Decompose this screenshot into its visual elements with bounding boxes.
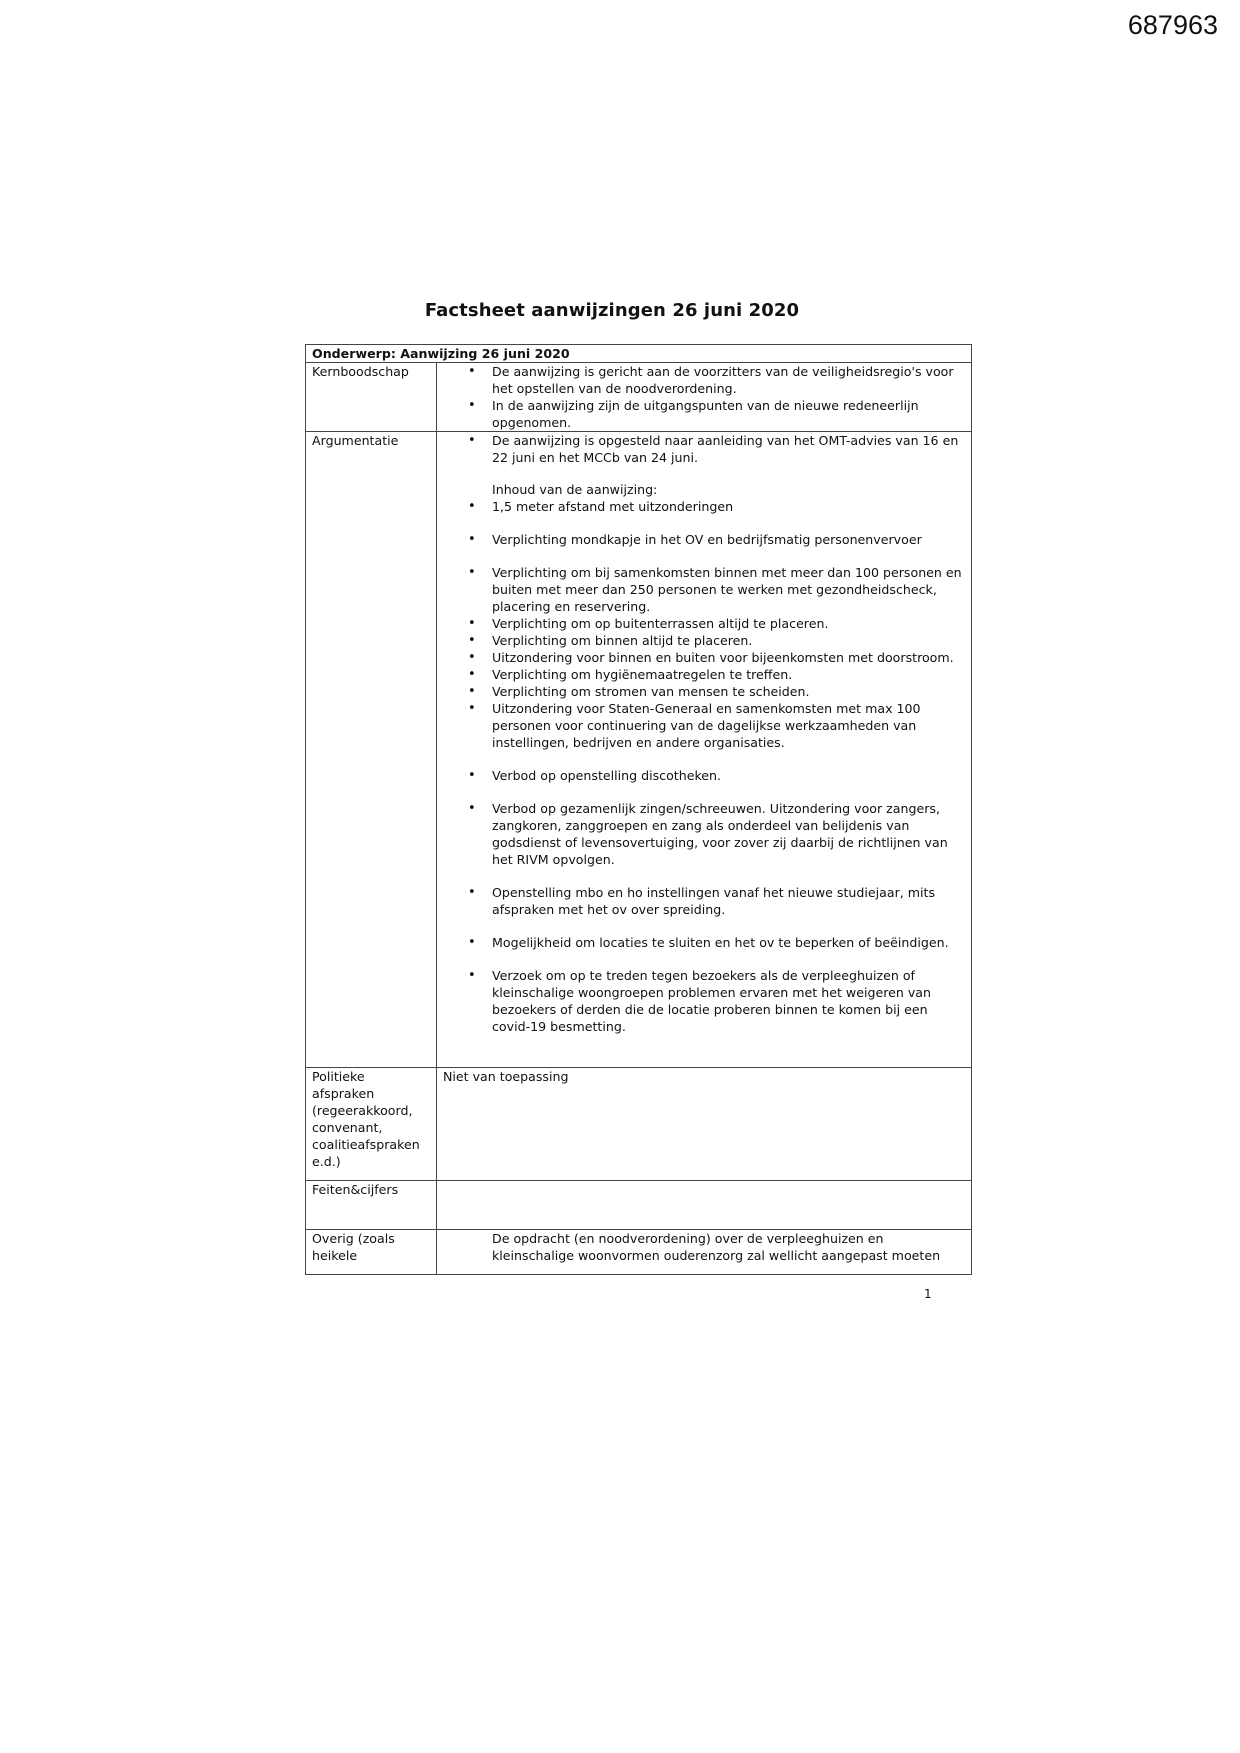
label-feiten-cijfers: Feiten&cijfers — [306, 1181, 437, 1230]
list-item: • Verplichting om op buitenterrassen altijd te placeren. — [492, 615, 965, 632]
arg-intro-list — [443, 432, 965, 466]
row-overig — [306, 1230, 972, 1275]
list-item: • Verzoek om op te treden tegen bezoekers als de verpleeghuizen of kleinschalige woongroepen problemen ervaren met het weigeren van bezoekers of derden die de locatie proberen binnen te komen bij een covid-19 besmetting. — [492, 967, 965, 1035]
content-argumentatie — [437, 432, 972, 1068]
table-header-row — [306, 345, 972, 363]
label-politieke-afspraken: Politieke afspraken (regeerakkoord, convenant, coalitieafspraken e.d.) — [306, 1068, 437, 1181]
content-kernboodschap — [437, 363, 972, 432]
list-item: • In de aanwijzing zijn de uitgangspunten van de nieuwe redeneerlijn opgenomen. — [492, 397, 965, 431]
list-item: • Verplichting om binnen altijd te placeren. — [492, 632, 965, 649]
list-item: • Verplichting mondkapje in het OV en bedrijfsmatig personenvervoer — [492, 531, 965, 548]
label-overig: Overig (zoals heikele — [306, 1230, 437, 1275]
list-item: • Uitzondering voor binnen en buiten voor bijeenkomsten met doorstroom. — [492, 649, 965, 666]
list-item: • De aanwijzing is opgesteld naar aanleiding van het OMT-advies van 16 en 22 juni en het MCCb van 24 juni. — [492, 432, 965, 466]
list-item: • Verbod op gezamenlijk zingen/schreeuwen. Uitzondering voor zangers, zangkoren, zanggroepen en zang als onderdeel van belijdenis van godsdienst of levensovertuiging, voor zover zij daarbij de richtlijnen van het RIVM opvolgen. — [492, 800, 965, 868]
overig-text: De opdracht (en noodverordening) over de verpleeghuizen en kleinschalige woonvormen ouderenzorg zal wellicht aangepast moeten — [492, 1231, 941, 1263]
list-item: • 1,5 meter afstand met uitzonderingen — [492, 498, 965, 515]
factsheet-table — [305, 344, 972, 1275]
label-argumentatie: Argumentatie — [306, 432, 437, 1068]
list-item: • Verbod op openstelling discotheken. — [492, 767, 965, 784]
label-kernboodschap: Kernboodschap — [306, 363, 437, 432]
row-feiten-cijfers — [306, 1181, 972, 1230]
list-item: • Mogelijkheid om locaties te sluiten en het ov te beperken of beëindigen. — [492, 934, 965, 951]
content-politieke-afspraken: Niet van toepassing — [437, 1068, 972, 1181]
kern-list — [443, 363, 965, 431]
page-number: 1 — [924, 1287, 932, 1301]
page-title-text: Factsheet aanwijzingen 26 juni 2020 — [424, 300, 800, 321]
list-item: • De aanwijzing is gericht aan de voorzitters van de veiligheidsregio's voor het opstellen van de noodverordening. — [492, 363, 965, 397]
list-item: • Uitzondering voor Staten-Generaal en samenkomsten met max 100 personen voor continuering van de dagelijkse werkzaamheden van instellingen, bedrijven en andere organisaties. — [492, 700, 965, 751]
list-item: • Verplichting om stromen van mensen te scheiden. — [492, 683, 965, 700]
row-kernboodschap — [306, 363, 972, 432]
inhoud-heading: Inhoud van de aanwijzing: — [492, 482, 658, 497]
document-id: 687963 — [1127, 10, 1218, 40]
subject-header: Onderwerp: Aanwijzing 26 juni 2020 — [306, 345, 972, 363]
content-feiten-cijfers — [437, 1181, 972, 1230]
row-argumentatie — [306, 432, 972, 1068]
page-title — [0, 300, 1240, 321]
list-item: • Verplichting om bij samenkomsten binnen met meer dan 100 personen en buiten met meer dan 250 personen te werken met gezondheidscheck, placering en reservering. — [492, 564, 965, 615]
content-overig — [437, 1230, 972, 1275]
list-item: • Openstelling mbo en ho instellingen vanaf het nieuwe studiejaar, mits afspraken met het ov over spreiding. — [492, 884, 965, 918]
arg-list — [443, 498, 965, 1035]
list-item: • Verplichting om hygiënemaatregelen te treffen. — [492, 666, 965, 683]
row-politieke-afspraken — [306, 1068, 972, 1181]
